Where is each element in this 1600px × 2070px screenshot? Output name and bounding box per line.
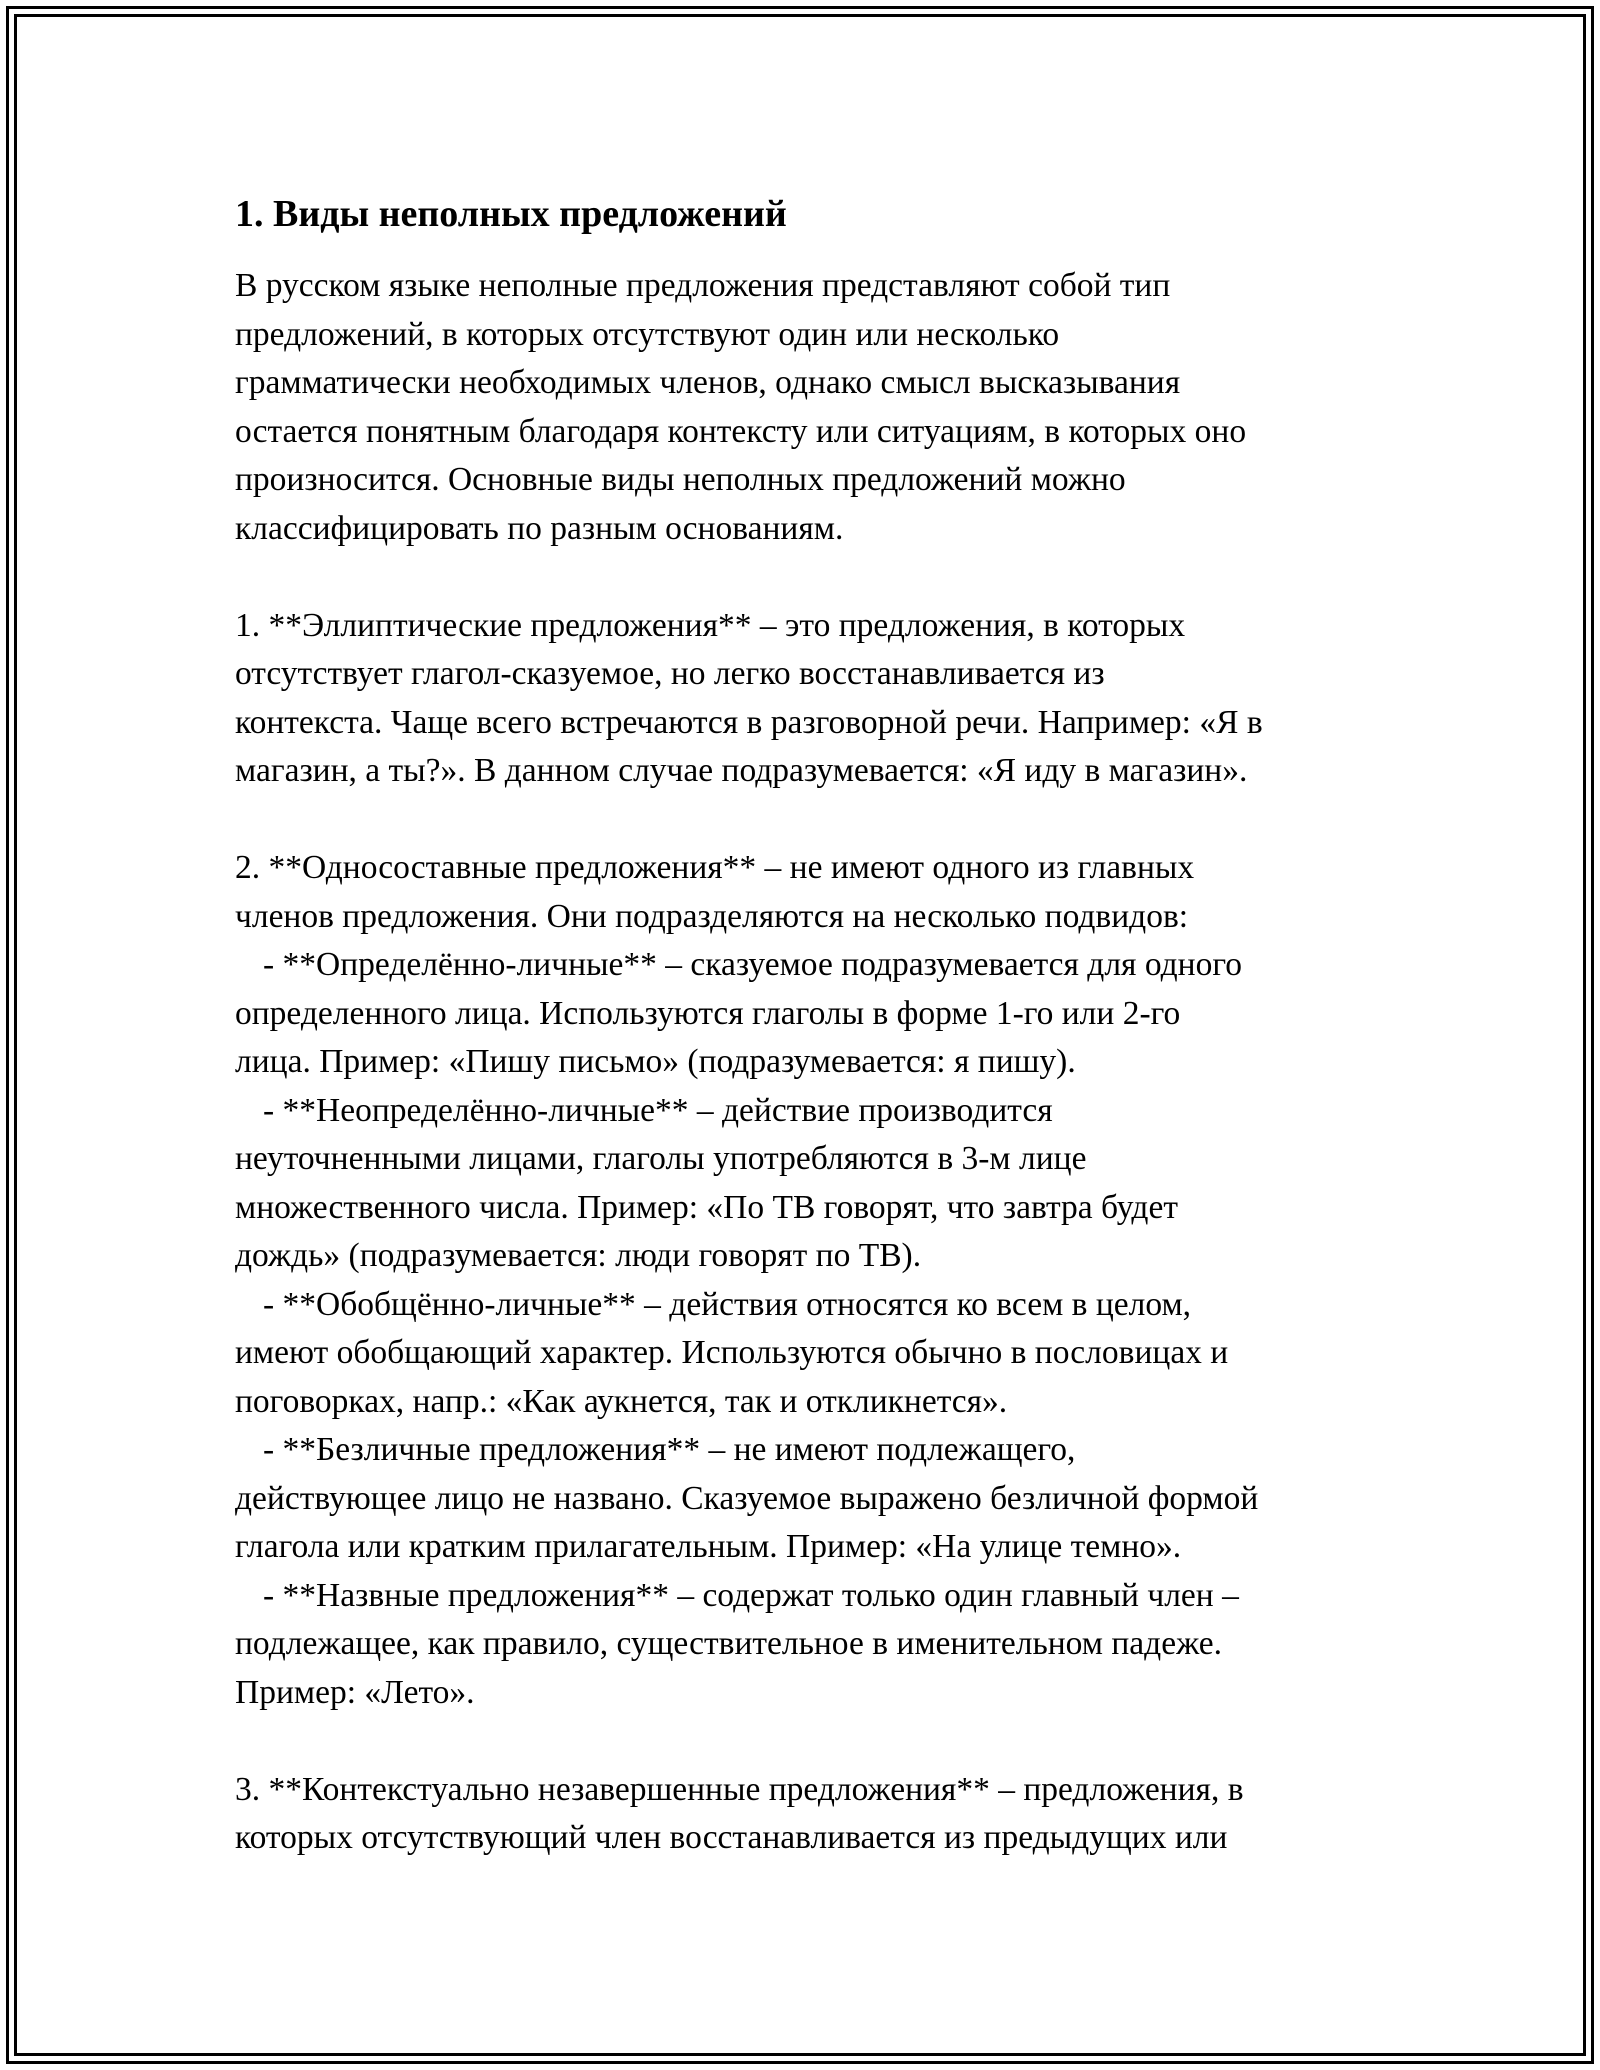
list-item-line: 2. **Односоставные предложения** – не имеют одного из главных [235,849,1195,886]
text-line: множественного числа. Пример: «По ТВ говорят, что завтра будет [235,1188,1178,1226]
paragraph-gap [235,1717,1375,1766]
sub-item-line: - **Обобщённо-личные** – действия относятся ко всем в целом, [263,1285,1192,1323]
text-line: отсутствует глагол-сказуемое, но легко восстанавливается из [235,655,1105,692]
text-line: подлежащее, как правило, существительное в именительном падеже. [235,1625,1223,1662]
text-line: определенного лица. Используются глаголы в форме 1-го или 2-го [235,994,1181,1032]
list-item-line: 1. **Эллиптические предложения** – это предложения, в которых [235,606,1186,644]
text-line: остается понятным благодаря контексту или ситуациям, в которых оно [235,412,1247,450]
text-line: предложений, в которых отсутствуют один или несколько [235,315,1060,353]
text-line: действующее лицо не названо. Сказуемое выражено безличной формой [235,1479,1259,1517]
text-line: лица. Пример: «Пишу письмо» (подразумевается: я пишу). [235,1043,1076,1080]
sub-item-line: - **Назвные предложения** – содержат только один главный член – [263,1576,1239,1614]
paragraph-gap [235,553,1375,602]
text-line: Пример: «Лето». [235,1673,475,1711]
text-line: грамматически необходимых членов, однако смысл высказывания [235,364,1181,401]
sub-item-line: - **Безличные предложения** – не имеют подлежащего, [263,1431,1076,1468]
text-line: глагола или кратким прилагательным. Пример: «На улице темно». [235,1528,1182,1565]
section-heading: 1. Виды неполных предложений [235,193,787,235]
text-line: В русском языке неполные предложения представляют собой тип [235,267,1171,304]
text-line: дождь» (подразумевается: люди говорят по ТВ). [235,1237,922,1274]
text-line: поговорках, напр.: «Как аукнется, так и откликнется». [235,1382,1008,1420]
list-item-line: 3. **Контекстуально незавершенные предложения** – предложения, в [235,1770,1244,1808]
text-line: контекста. Чаще всего встречаются в разговорной речи. Например: «Я в [235,703,1263,741]
text-line: имеют обобщающий характер. Используются обычно в пословицах и [235,1334,1229,1371]
sub-item-line: - **Определённо-личные** – сказуемое подразумевается для одного [263,946,1243,983]
text-line: классифицировать по разным основаниям. [235,509,844,547]
paragraph-gap [235,796,1375,845]
text-line: неуточненными лицами, глаголы употребляются в 3-м лице [235,1140,1087,1177]
text-line: членов предложения. Они подразделяются на несколько подвидов: [235,897,1189,935]
text-line: магазин, а ты?». В данном случае подразумевается: «Я иду в магазин». [235,752,1248,789]
document-body [235,186,1375,1863]
text-line: произносится. Основные виды неполных предложений можно [235,461,1126,498]
text-line: которых отсутствующий член восстанавливается из предыдущих или [235,1819,1228,1856]
sub-item-line: - **Неопределённо-личные** – действие производится [263,1091,1053,1129]
